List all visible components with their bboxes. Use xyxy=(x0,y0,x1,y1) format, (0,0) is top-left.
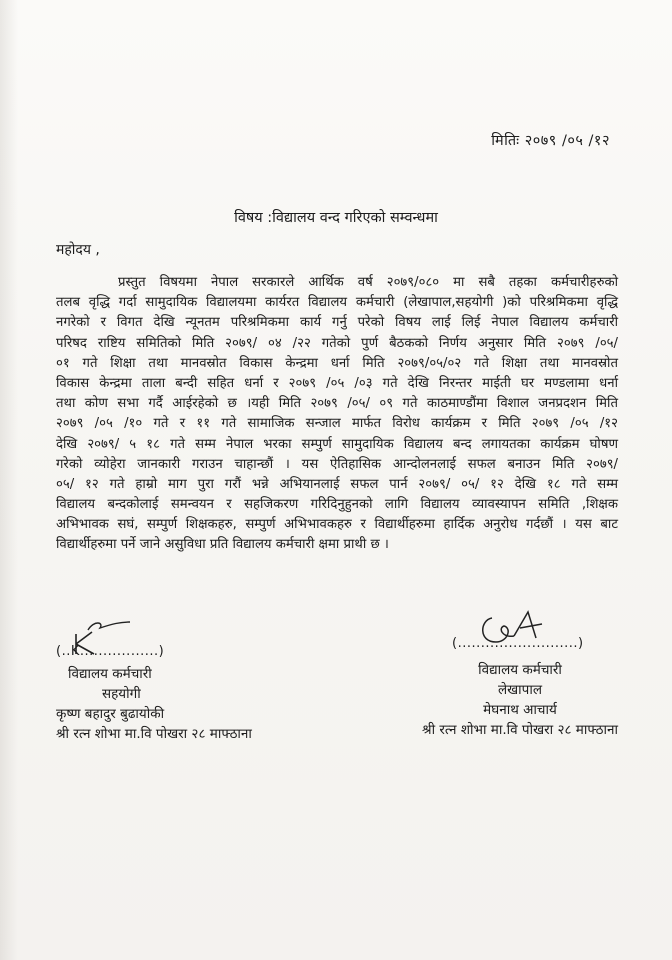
signatory-name: मेघनाथ आचार्य xyxy=(483,702,557,718)
date-value: २०७९ /०५ /१२ xyxy=(524,133,610,149)
body-line: ०१ गते शिक्षा तथा मानवस्रोत विकास केन्द्रमा धर्ना मिति २०७९/०५/०२ गते शिक्षा तथा मानवस्रोत xyxy=(56,355,618,371)
body-line: गरेको व्योहेरा जानकारी गराउन चाहान्छौं । यस ऐतिहासिक आन्दोलनलाई सफल बनाउन मिति २०७९/ xyxy=(56,456,618,472)
body-line: विद्यालय बन्दकोलाई समन्वयन र सहजिकरण गरिदिनुहुनको लागि विद्यालय व्यावस्यापन समिति ,शिक्षक xyxy=(56,497,618,513)
date-label: मितिः xyxy=(491,133,520,149)
salutation: महोदय , xyxy=(56,242,100,258)
body-line: परिषद राष्टिय समितिको मिति २०७९/ ०४ /२२ गतेको पुर्ण बैठकको निर्णय अनुसार मिति २०७९ /०५/ xyxy=(56,335,618,351)
signatory-left xyxy=(56,618,296,744)
letter-body xyxy=(56,273,618,556)
body-line: अभिभावक सघं, सम्पुर्ण शिक्षकहरु, सम्पुर्ण अभिभावकहरु र विद्यार्थीहरुमा हार्दिक अनुरोध गर्दछौं । यस बाट xyxy=(56,517,618,533)
signatory-name: कृष्ण बहादुर बुढायोकी xyxy=(56,706,165,722)
signatory-title: विद्यालय कर्मचारी xyxy=(68,666,152,682)
signature-left xyxy=(56,618,296,664)
body-line: देखि २०७९/ ५ १८ गते सम्म नेपाल भरका सम्पुर्ण सामुदायिक विद्यालय बन्द लगायतका कार्यक्रम घोषण xyxy=(56,436,618,452)
body-line: तथा कोण सभा गर्दै आईरहेको छ ।यही मिति २०७९ /०५/ ०९ गते काठमाण्डौंमा विशाल जनप्रदशन मिति xyxy=(56,396,618,412)
body-line: २०७९ /०५ /१० गते र ११ गते सामाजिक सन्जाल मार्फत विरोध कार्यक्रम र मिति २०७९ /०५ /१२ xyxy=(56,416,618,432)
signatory-role: लेखापाल xyxy=(497,682,542,698)
signatory-school: श्री रत्न शोभा मा.वि पोखरा २८ माफ्ठाना xyxy=(422,722,618,738)
body-line: नगरेको र विगत देखि न्यूनतम परिश्रमिकमा कार्य गर्नु परेको विषय लाई लिई नेपाल विद्यालय कर्मचारी xyxy=(56,315,618,331)
body-line: तलब वृद्धि गर्दा सामुदायिक विद्यालयमा कार्यरत विद्यालय कर्मचारी (लेखापाल,सहयोगी )को परिश्रमिकमा वृद्धि xyxy=(56,295,618,311)
letter-subject: विषय :विद्यालय वन्द गरिएको सम्वन्धमा xyxy=(234,210,438,226)
body-line: विकास केन्द्रमा ताला बन्दी सहित धर्ना र २०७९ /०५ /०३ गते देखि निरन्तर माईती घर मण्डलामा धर्ना xyxy=(56,375,618,391)
signatory-school: श्री रत्न शोभा मा.वि पोखरा २८ माफ्ठाना xyxy=(56,726,252,742)
signature-line: (..K.................) xyxy=(56,644,165,659)
letter-date xyxy=(491,130,610,150)
signatory-title: विद्यालय कर्मचारी xyxy=(478,662,562,678)
signatory-role: सहयोगी xyxy=(102,686,141,702)
signature-right xyxy=(390,598,650,660)
body-line: विद्यार्थीहरुमा पर्ने जाने असुविधा प्रति विद्यालय कर्मचारी क्षमा प्राथी छ । xyxy=(56,537,389,553)
body-line: ०५/ १२ गते हाम्रो माग पुरा गरौं भन्ने अभियानलाई सफल पार्न २०७९/ ०५/ १२ देखि १८ गते सम्म xyxy=(56,476,618,492)
body-line: प्रस्तुत विषयमा नेपाल सरकारले आर्थिक वर्ष २०७९/०८० मा सबै तहका कर्मचारीहरुको xyxy=(118,275,618,290)
signature-line: (..........................) xyxy=(452,636,584,651)
signatory-right xyxy=(390,598,650,740)
